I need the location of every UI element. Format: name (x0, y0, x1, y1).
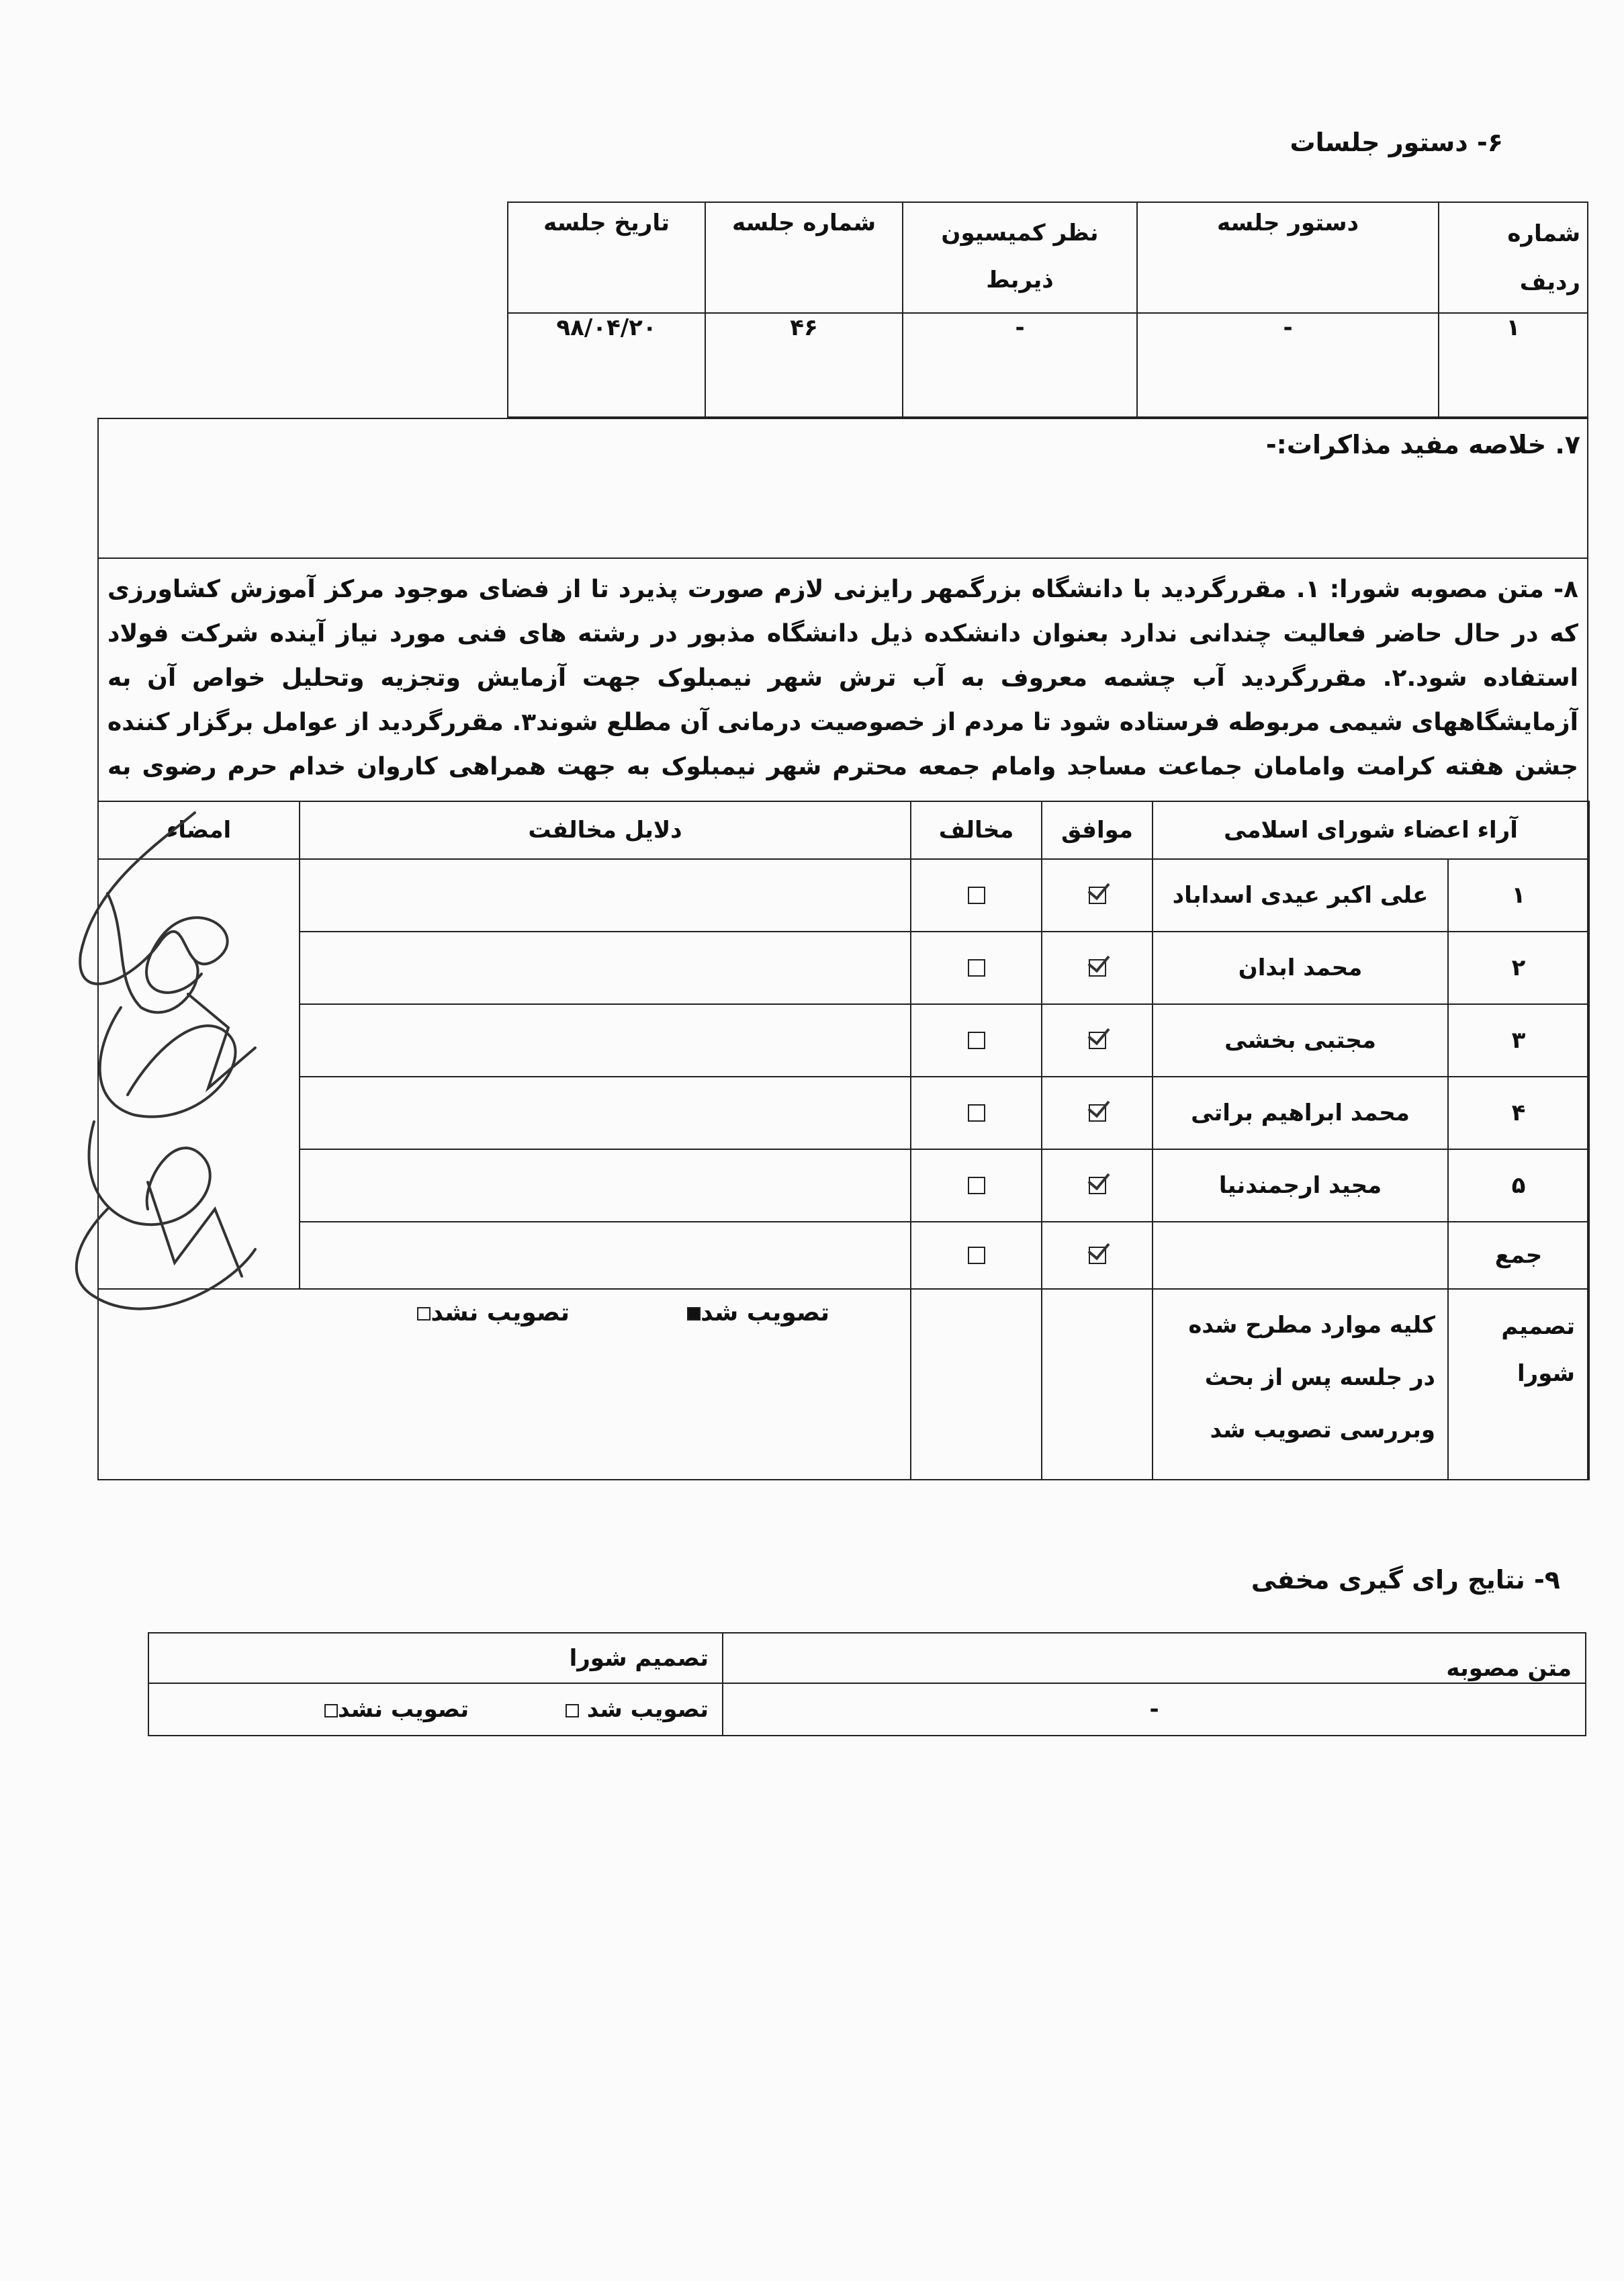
disagree-cell (911, 1149, 1042, 1222)
decision-line-1: کلیه موارد مطرح شده (1188, 1312, 1435, 1339)
cell-session-no: ۴۶ (705, 313, 903, 417)
header-agenda: دستور جلسه (1137, 202, 1439, 313)
agree-cell (1042, 1077, 1153, 1149)
disagree-checkbox[interactable] (968, 1032, 985, 1049)
header-disagree: مخالف (911, 801, 1042, 859)
disagree-cell (911, 1004, 1042, 1077)
header-signature: امضاء (98, 801, 300, 859)
secret-vote-table (148, 1632, 1586, 1736)
not-approved-checkbox[interactable] (417, 1307, 431, 1321)
disagree-cell (911, 859, 1042, 932)
header-text: متن مصوبه (723, 1633, 1586, 1683)
section-6-title: ۶- دستور جلسات (1290, 128, 1503, 157)
member-name: محمد ابدان (1153, 932, 1448, 1004)
cell-row-no: ۱ (1439, 313, 1588, 417)
agree-checkbox[interactable] (1089, 1177, 1106, 1194)
agree-cell (1042, 859, 1153, 932)
header-reasons: دلایل مخالفت (300, 801, 911, 859)
cell-agenda: - (1137, 313, 1439, 417)
empty-cell (911, 1289, 1042, 1480)
section-8-text: ۸- متن مصوبه شورا: ۱. مقررگردید با دانشگاه بزرگمهر رایزنی لازم صورت پذیرد تا از فضای موجود مرکز آموزش کشاورزی که در حال حاضر فعالیت چندانی ندارد بعنوان دانشکده ذیل دانشگاه مذبور در رشته های فنی مورد نیاز آینده شرکت فولاد استفاده شود.۲. مقررگردید آب چشمه معروف به آب ترش شهر نیمبلوک جهت آزمایش وتجزیه وتحلیل خواص آن به آزمایشگاههای شیمی مربوطه فرستاده شود تا مردم از خصوصیت درمانی آن مطلع شوند۳. مقررگردید از عوامل برگزار کننده جشن هفته کرامت وامامان جماعت مساجد وامام جمعه محترم شهر نیمبلوک به جهت همراهی کاروان خدام حرم رضوی به (107, 576, 1578, 780)
secret-not-approved-label: تصویب نشد (338, 1696, 469, 1723)
disagree-checkbox[interactable] (968, 959, 985, 977)
disagree-checkbox[interactable] (968, 1104, 985, 1122)
total-name-cell (1153, 1222, 1448, 1289)
agree-cell (1042, 932, 1153, 1004)
secret-approved-label: تصویب شد (586, 1696, 709, 1723)
disagree-checkbox[interactable] (968, 887, 985, 904)
reasons-cell (300, 1149, 911, 1222)
cell-session-date: ۹۸/۰۴/۲۰ (508, 313, 705, 417)
header-members: آراء اعضاء شورای اسلامی (1153, 801, 1589, 859)
signature-scribbles (54, 806, 343, 1343)
agenda-table (507, 202, 1588, 418)
decision-text (1153, 1289, 1448, 1480)
empty-cell (1042, 1289, 1153, 1480)
member-no: ۲ (1448, 932, 1589, 1004)
decision-label: تصمیم شورا (1448, 1289, 1589, 1480)
disagree-cell (911, 1077, 1042, 1149)
agree-checkbox[interactable] (1089, 887, 1106, 904)
disagree-checkbox[interactable] (968, 1177, 985, 1194)
header-committee: نظر کمیسیون ذیربط (903, 202, 1137, 313)
member-name: علی اکبر عیدی اسداباد (1153, 859, 1448, 932)
reasons-cell (300, 932, 911, 1004)
decision-line-2: در جلسه پس از بحث (1204, 1364, 1435, 1391)
member-no: ۱ (1448, 859, 1589, 932)
agree-cell (1042, 1149, 1153, 1222)
secret-text-cell: - (723, 1683, 1586, 1736)
cell-committee: - (903, 313, 1137, 417)
agree-checkbox[interactable] (1089, 959, 1106, 977)
total-label: جمع (1448, 1222, 1589, 1289)
member-no: ۳ (1448, 1004, 1589, 1077)
agree-checkbox[interactable] (1089, 1247, 1106, 1264)
not-approved-label: تصویب نشد (431, 1299, 570, 1327)
disagree-cell (911, 1222, 1042, 1289)
header-session-no: شماره جلسه (705, 202, 903, 313)
secret-not-approved-checkbox[interactable] (324, 1704, 338, 1717)
section-7-title: ۷. خلاصه مفید مذاکرات:- (1265, 430, 1580, 459)
reasons-cell (300, 1004, 911, 1077)
approved-label: تصویب شد (701, 1299, 829, 1327)
reasons-cell (300, 1077, 911, 1149)
member-name: مجید ارجمندنیا (1153, 1149, 1448, 1222)
agree-checkbox[interactable] (1089, 1104, 1106, 1122)
agree-cell (1042, 1004, 1153, 1077)
header-session-date: تاریخ جلسه (508, 202, 705, 313)
disagree-cell (911, 932, 1042, 1004)
header-decision: تصمیم شورا (148, 1633, 723, 1683)
secret-decision-cell (148, 1683, 723, 1736)
disagree-checkbox[interactable] (968, 1247, 985, 1264)
decision-line-3: وبررسی تصویب شد (1210, 1417, 1435, 1443)
member-no: ۵ (1448, 1149, 1589, 1222)
secret-approved-checkbox[interactable] (566, 1704, 579, 1717)
divider (97, 557, 1588, 559)
reasons-cell (300, 1222, 911, 1289)
member-no: ۴ (1448, 1077, 1589, 1149)
agree-cell (1042, 1222, 1153, 1289)
member-name: مجتبی بخشی (1153, 1004, 1448, 1077)
member-name: محمد ابراهیم براتی (1153, 1077, 1448, 1149)
header-agree: موافق (1042, 801, 1153, 859)
agree-checkbox[interactable] (1089, 1032, 1106, 1049)
reasons-cell (300, 859, 911, 932)
approved-checkbox[interactable] (687, 1307, 701, 1321)
header-row-no: شماره ردیف (1439, 202, 1588, 313)
section-9-title: ۹- نتایج رای گیری مخفی (1251, 1565, 1560, 1595)
